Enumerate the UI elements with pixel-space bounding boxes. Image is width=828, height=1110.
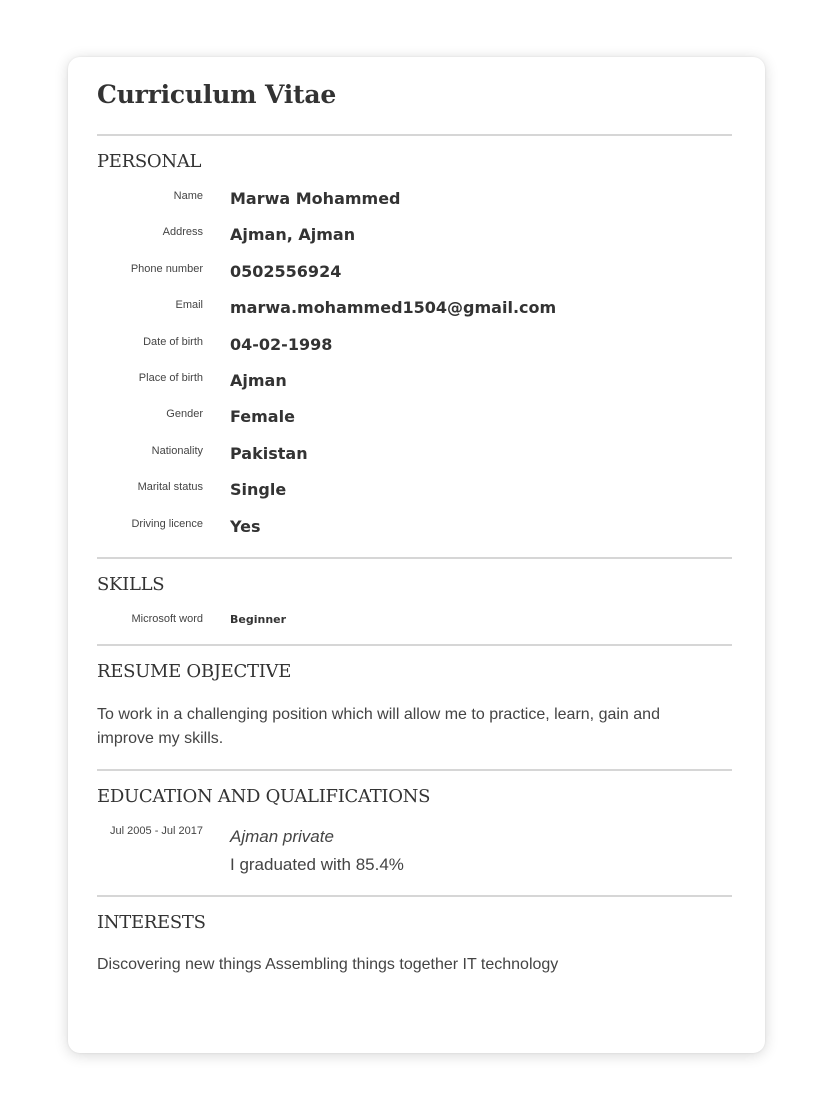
personal-value-name: Marwa Mohammed xyxy=(230,189,401,208)
objective-heading: RESUME OBJECTIVE xyxy=(97,661,292,682)
personal-value-address: Ajman, Ajman xyxy=(230,225,356,244)
personal-label-driving-licence: Driving licence xyxy=(131,518,203,530)
divider xyxy=(97,134,732,136)
personal-label-gender: Gender xyxy=(166,408,203,420)
divider xyxy=(97,769,732,771)
personal-label-phone: Phone number xyxy=(130,263,203,275)
personal-value-phone: 0502556924 xyxy=(230,262,342,281)
skills-heading: SKILLS xyxy=(97,574,165,595)
personal-label-name: Name xyxy=(173,190,203,202)
personal-value-email: marwa.mohammed1504@gmail.com xyxy=(230,298,557,317)
divider xyxy=(97,644,732,646)
personal-value-marital-status: Single xyxy=(230,480,287,499)
interests-text: Discovering new things Assembling things together IT technology xyxy=(97,956,559,973)
interests-heading: INTERESTS xyxy=(97,912,206,933)
cv-card xyxy=(68,57,765,1053)
personal-label-address: Address xyxy=(162,226,203,238)
education-description: I graduated with 85.4% xyxy=(230,855,404,874)
education-heading: EDUCATION AND QUALIFICATIONS xyxy=(97,786,431,807)
personal-value-nationality: Pakistan xyxy=(230,444,308,463)
divider xyxy=(97,557,732,559)
objective-text: To work in a challenging position which will allow me to practice, learn, gain and improve my skills. xyxy=(97,706,660,747)
personal-value-gender: Female xyxy=(230,407,295,426)
education-period: Jul 2005 - Jul 2017 xyxy=(110,825,203,837)
personal-label-date-of-birth: Date of birth xyxy=(143,336,203,348)
personal-value-driving-licence: Yes xyxy=(230,517,261,536)
personal-label-marital-status: Marital status xyxy=(137,481,203,493)
skill-label: Microsoft word xyxy=(131,613,203,625)
divider xyxy=(97,895,732,897)
document-title: Curriculum Vitae xyxy=(97,80,337,109)
personal-heading: PERSONAL xyxy=(97,151,202,172)
education-school: Ajman private xyxy=(230,827,334,846)
skill-level: Beginner xyxy=(230,613,287,626)
personal-label-email: Email xyxy=(175,299,203,311)
personal-value-place-of-birth: Ajman xyxy=(230,371,287,390)
personal-value-date-of-birth: 04-02-1998 xyxy=(230,335,333,354)
personal-label-place-of-birth: Place of birth xyxy=(138,372,203,384)
personal-label-nationality: Nationality xyxy=(151,445,203,457)
